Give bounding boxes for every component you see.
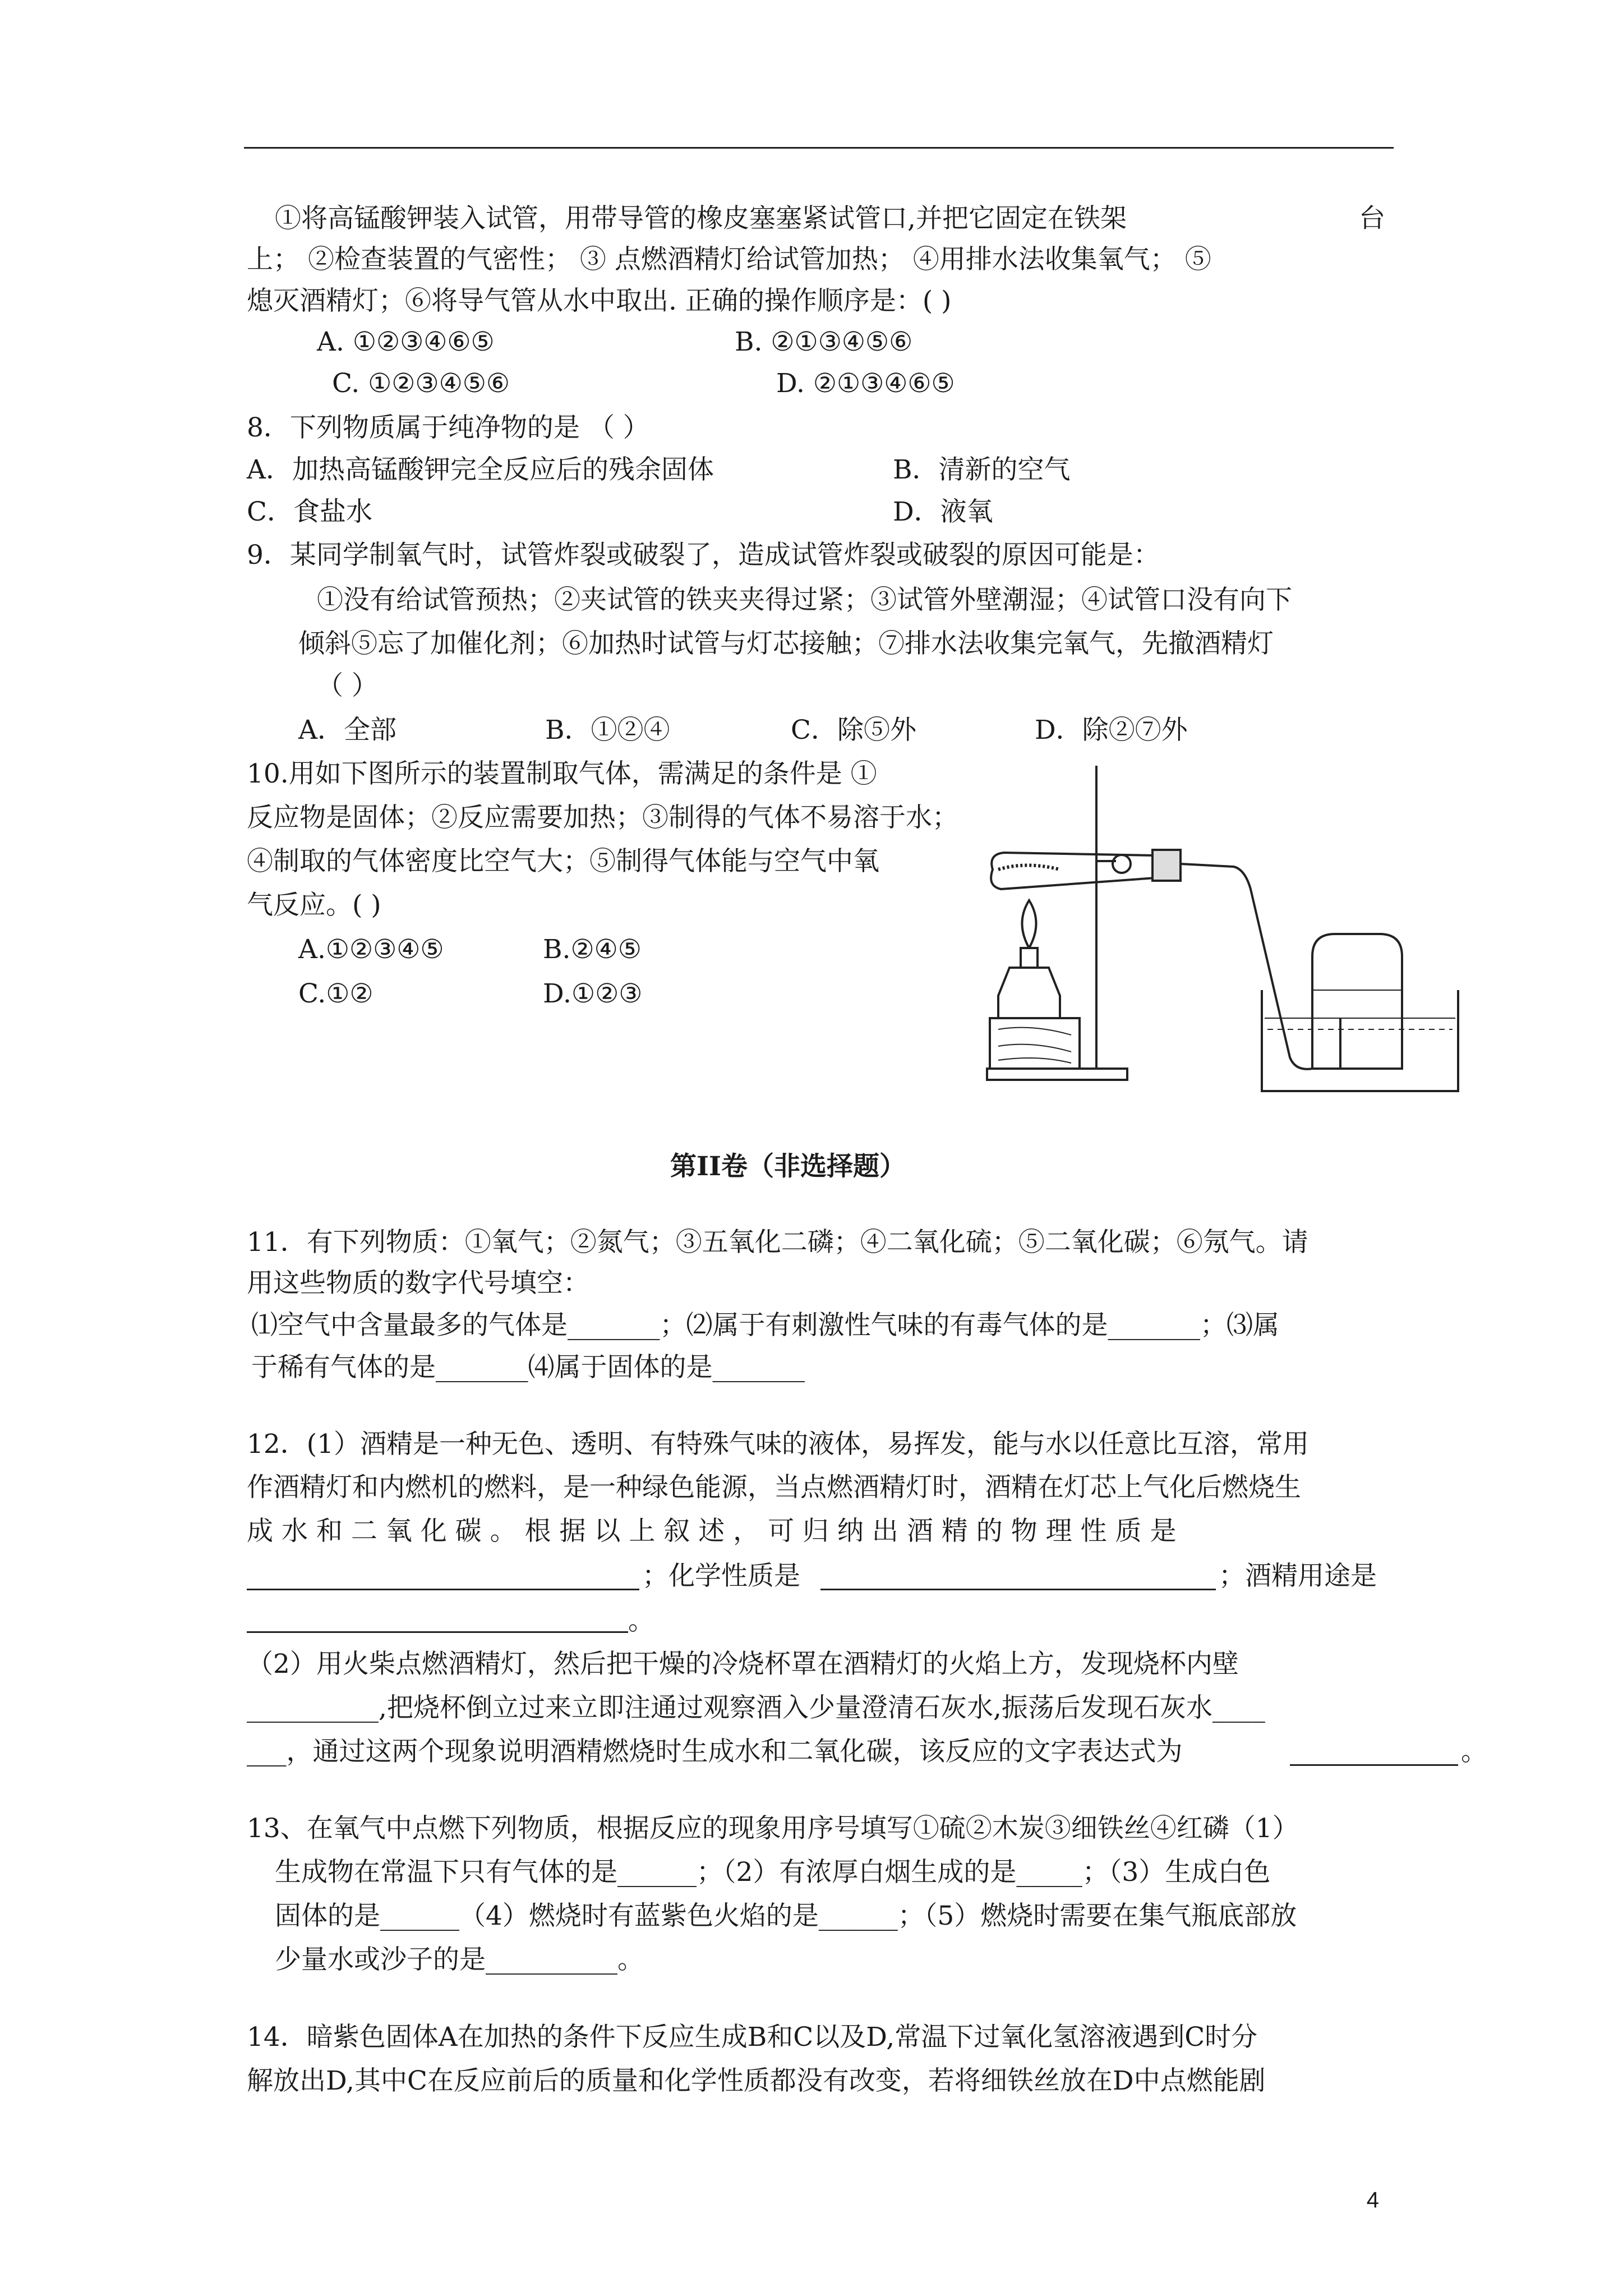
q10-option-c: C.①② <box>298 978 374 1009</box>
q9-option-b: B．①②④ <box>545 715 670 746</box>
q7-option-a: A. ①②③④⑥⑤ <box>317 326 495 357</box>
alcohol-lamp <box>998 900 1060 1018</box>
q10-option-b: B.②④⑤ <box>543 934 642 965</box>
q10-line2: 反应物是固体；②反应需要加热；③制得的气体不易溶于水； <box>247 802 958 833</box>
q12-line5: 。 <box>628 1605 654 1636</box>
q8-option-a: A．加热高锰酸钾完全反应后的残余固体 <box>247 454 714 485</box>
q12-blank-use <box>247 1631 628 1633</box>
q10-option-a: A.①②③④⑤ <box>298 934 444 965</box>
q12-blank-equation <box>1290 1764 1458 1766</box>
collection-bottle <box>1312 934 1402 1069</box>
stand-base <box>987 1069 1127 1080</box>
q12-line6: （2）用火柴点燃酒精灯，然后把干燥的冷烧杯罩在酒精灯的火焰上方，发现烧杯内壁 <box>247 1649 1239 1680</box>
q12-line1: 12．(1）酒精是一种无色、透明、有特殊气味的液体，易挥发，能与水以任意比互溶，常用 <box>247 1429 1310 1460</box>
q13-line1: 13、在氧气中点燃下列物质，根据反应的现象用序号填写①硫②木炭③细铁丝④红磷（1） <box>247 1813 1299 1844</box>
q12-line8a: ___，通过这两个现象说明酒精燃烧时生成水和二氧化碳，该反应的文字表达式为 <box>247 1736 1183 1767</box>
reagent-granules <box>998 866 1060 870</box>
delivery-tube <box>1181 864 1340 1069</box>
water-trough <box>1262 990 1458 1091</box>
test-tube <box>991 853 1155 889</box>
q8-option-b: B．清新的空气 <box>893 454 1071 485</box>
q12-line2: 作酒精灯和内燃机的燃料，是一种绿色能源，当点燃酒精灯时，酒精在灯芯上气化后燃烧生 <box>247 1472 1301 1503</box>
clamp-screw <box>1113 855 1131 873</box>
q10-line1: 10.用如下图所示的装置制取气体，需满足的条件是 ① <box>247 758 877 789</box>
q14-line1: 14．暗紫色固体A在加热的条件下反应生成B和C以及D,常温下过氧化氢溶液遇到C时分 <box>247 2022 1258 2053</box>
q7-line1-end: 台 <box>1359 203 1385 234</box>
q12-blank-physical <box>247 1589 639 1590</box>
q7-line3: 熄灭酒精灯；⑥将导气管从水中取出. 正确的操作顺序是：( ) <box>247 286 952 316</box>
q11-line2: 用这些物质的数字代号填空： <box>247 1268 589 1299</box>
q13-line2: 生成物在常温下只有气体的是______；（2）有浓厚白烟生成的是_____；（3）生成白色 <box>275 1857 1271 1888</box>
q7-option-d: D. ②①③④⑥⑤ <box>776 368 955 399</box>
q8-option-d: D．液氧 <box>893 496 993 527</box>
page-number: 4 <box>1366 2188 1379 2212</box>
rubber-stopper <box>1152 850 1181 881</box>
q10-line4: 气反应。( ) <box>247 890 381 921</box>
q12-line4a: ；化学性质是 <box>642 1561 800 1591</box>
header-rule <box>244 147 1394 149</box>
q13-line4: 少量水或沙子的是__________。 <box>275 1944 644 1975</box>
q12-line8b: 。 <box>1461 1736 1487 1767</box>
q12-line7: __________,把烧杯倒立过来立即注通过观察酒入少量澄清石灰水,振荡后发现石灰水____ <box>247 1692 1265 1723</box>
section-2-title: 第II卷（非选择题） <box>670 1151 906 1182</box>
q10-option-d: D.①②③ <box>543 978 643 1009</box>
q13-line3: 固体的是______（4）燃烧时有蓝紫色火焰的是______；（5）燃烧时需要在集气瓶底部放 <box>275 1901 1297 1931</box>
q7-option-b: B. ②①③④⑤⑥ <box>735 326 913 357</box>
q12-line3: 成 水 和 二 氧 化 碳 。 根 据 以 上 叙 述 ， 可 归 纳 出 酒 精 的 物 理 性 质 是 <box>247 1516 1177 1547</box>
q9-option-c: C．除⑤外 <box>791 715 916 746</box>
q9-line2: ①没有给试管预热；②夹试管的铁夹夹得过紧；③试管外壁潮湿；④试管口没有向下 <box>317 585 1292 615</box>
q7-line2: 上； ②检查装置的气密性； ③ 点燃酒精灯给试管加热； ④用排水法收集氧气； ⑤ <box>247 244 1211 275</box>
q12-blank-chemical <box>820 1589 1216 1590</box>
wood-block <box>990 1018 1080 1069</box>
q14-line2: 解放出D,其中C在反应前后的质量和化学性质都没有改变，若将细铁丝放在D中点燃能剧 <box>247 2065 1266 2096</box>
q9-option-d: D．除②⑦外 <box>1035 715 1188 746</box>
q7-option-c: C. ①②③④⑤⑥ <box>332 368 510 399</box>
q12-line4b: ；酒精用途是 <box>1219 1561 1377 1591</box>
q9-line3: 倾斜⑤忘了加催化剂；⑥加热时试管与灯芯接触；⑦排水法收集完氧气，先撤酒精灯 <box>298 628 1274 659</box>
q7-line1: ①将高锰酸钾装入试管，用带导管的橡皮塞塞紧试管口,并把它固定在铁架 <box>275 203 1127 234</box>
flame <box>1022 900 1036 948</box>
q9-option-a: A．全部 <box>298 715 396 746</box>
q11-line4: 于稀有气体的是_______⑷属于固体的是_______ <box>251 1352 805 1383</box>
q8-stem: 8．下列物质属于纯净物的是 （ ） <box>247 412 649 443</box>
q10-line3: ④制取的气体密度比空气大；⑤制得气体能与空气中氧 <box>247 846 879 877</box>
gas-collection-apparatus-figure <box>976 754 1469 1102</box>
q9-line4: （ ） <box>317 670 378 701</box>
q11-line1: 11．有下列物质：①氧气；②氮气；③五氧化二磷；④二氧化硫；⑤二氧化碳；⑥氖气。请 <box>247 1227 1308 1258</box>
q8-option-c: C．食盐水 <box>247 496 372 527</box>
q9-stem: 9．某同学制氧气时，试管炸裂或破裂了，造成试管炸裂或破裂的原因可能是： <box>247 540 1160 570</box>
q11-line3: ⑴空气中含量最多的气体是_______；⑵属于有刺激性气味的有毒气体的是_______；⑶属 <box>251 1310 1279 1341</box>
